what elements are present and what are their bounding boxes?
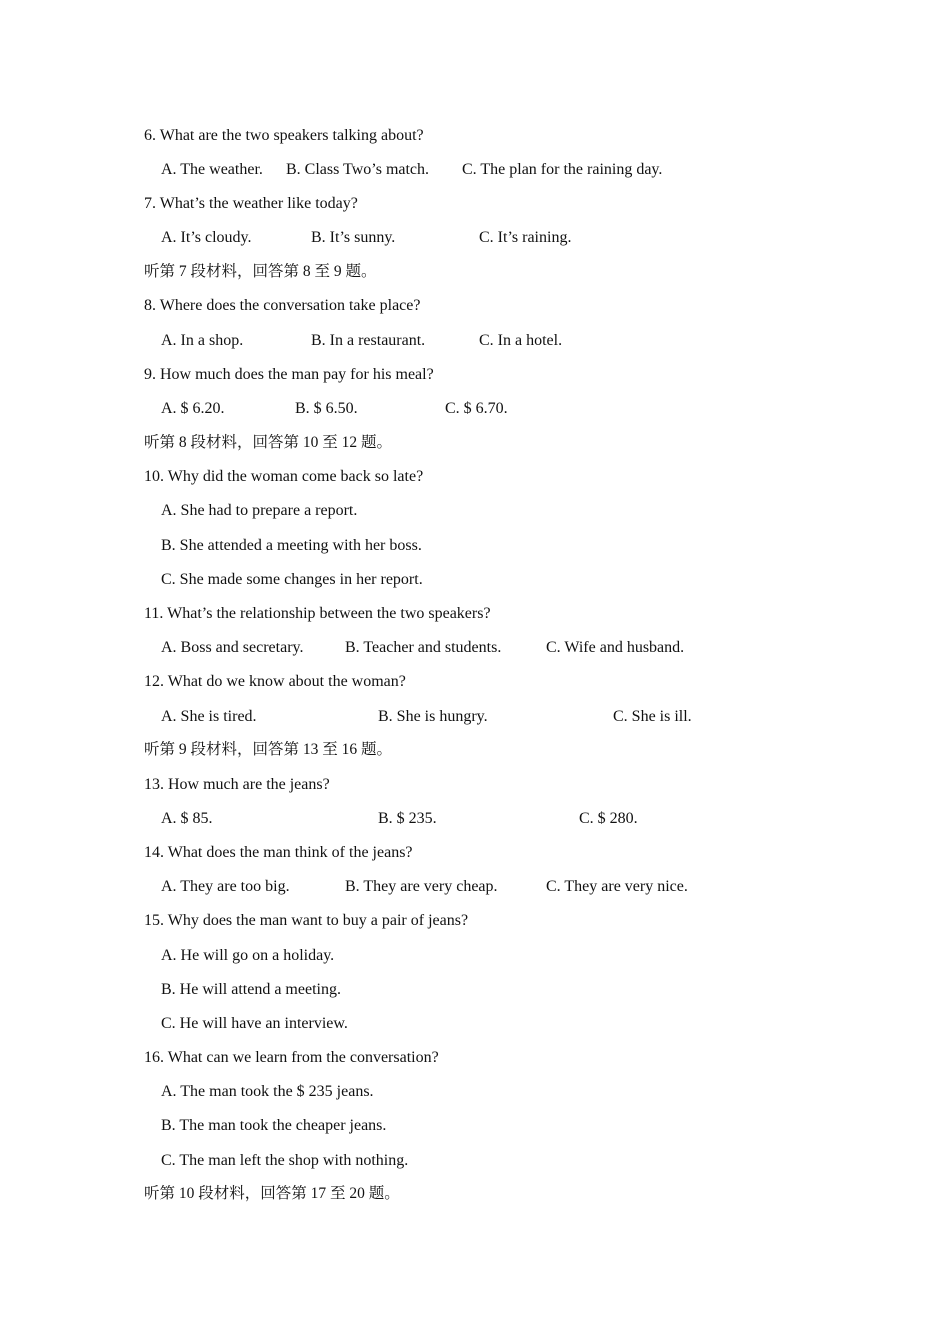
option-c: C. The plan for the raining day. bbox=[462, 161, 663, 178]
option-a: A. They are too big. bbox=[161, 878, 290, 895]
question-9: 9. How much does the man pay for his meal? bbox=[144, 366, 434, 383]
option-c: C. The man left the shop with nothing. bbox=[161, 1152, 409, 1169]
option-b: B. He will attend a meeting. bbox=[161, 981, 341, 998]
section-heading-9: 听第 9 段材料，回答第 13 至 16 题。 bbox=[144, 741, 393, 758]
question-13: 13. How much are the jeans? bbox=[144, 776, 330, 793]
question-16: 16. What can we learn from the conversation? bbox=[144, 1049, 439, 1066]
option-a: A. Boss and secretary. bbox=[161, 639, 304, 656]
option-c: C. She made some changes in her report. bbox=[161, 571, 423, 588]
option-c: C. It’s raining. bbox=[479, 229, 572, 246]
option-b: B. She is hungry. bbox=[378, 708, 488, 725]
question-12: 12. What do we know about the woman? bbox=[144, 673, 406, 690]
question-10: 10. Why did the woman come back so late? bbox=[144, 468, 424, 485]
option-a: A. She is tired. bbox=[161, 708, 257, 725]
option-a: A. In a shop. bbox=[161, 332, 244, 349]
option-a: A. He will go on a holiday. bbox=[161, 947, 335, 964]
option-a: A. $ 85. bbox=[161, 810, 213, 827]
option-a: A. The weather. bbox=[161, 161, 263, 178]
option-b: B. She attended a meeting with her boss. bbox=[161, 537, 422, 554]
section-heading-10: 听第 10 段材料，回答第 17 至 20 题。 bbox=[144, 1185, 400, 1202]
option-b: B. They are very cheap. bbox=[345, 878, 498, 895]
option-b: B. $ 6.50. bbox=[295, 400, 358, 417]
option-a: A. She had to prepare a report. bbox=[161, 502, 358, 519]
option-c: C. She is ill. bbox=[613, 708, 692, 725]
option-b: B. In a restaurant. bbox=[311, 332, 426, 349]
question-6: 6. What are the two speakers talking about? bbox=[144, 127, 424, 144]
option-c: C. $ 280. bbox=[579, 810, 638, 827]
section-heading-7: 听第 7 段材料，回答第 8 至 9 题。 bbox=[144, 263, 377, 280]
option-c: C. They are very nice. bbox=[546, 878, 688, 895]
option-b: B. Class Two’s match. bbox=[286, 161, 430, 178]
question-15: 15. Why does the man want to buy a pair of jeans? bbox=[144, 912, 469, 929]
option-c: C. He will have an interview. bbox=[161, 1015, 348, 1032]
question-7: 7. What’s the weather like today? bbox=[144, 195, 358, 212]
option-c: C. In a hotel. bbox=[479, 332, 563, 349]
option-c: C. Wife and husband. bbox=[546, 639, 685, 656]
option-b: B. Teacher and students. bbox=[345, 639, 502, 656]
option-a: A. It’s cloudy. bbox=[161, 229, 252, 246]
option-a: A. The man took the $ 235 jeans. bbox=[161, 1083, 374, 1100]
option-b: B. $ 235. bbox=[378, 810, 437, 827]
section-heading-8: 听第 8 段材料，回答第 10 至 12 题。 bbox=[144, 434, 393, 451]
option-b: B. It’s sunny. bbox=[311, 229, 396, 246]
question-14: 14. What does the man think of the jeans? bbox=[144, 844, 413, 861]
question-11: 11. What’s the relationship between the two speakers? bbox=[144, 605, 491, 622]
option-b: B. The man took the cheaper jeans. bbox=[161, 1117, 387, 1134]
question-8: 8. Where does the conversation take place? bbox=[144, 297, 421, 314]
option-c: C. $ 6.70. bbox=[445, 400, 508, 417]
option-a: A. $ 6.20. bbox=[161, 400, 225, 417]
